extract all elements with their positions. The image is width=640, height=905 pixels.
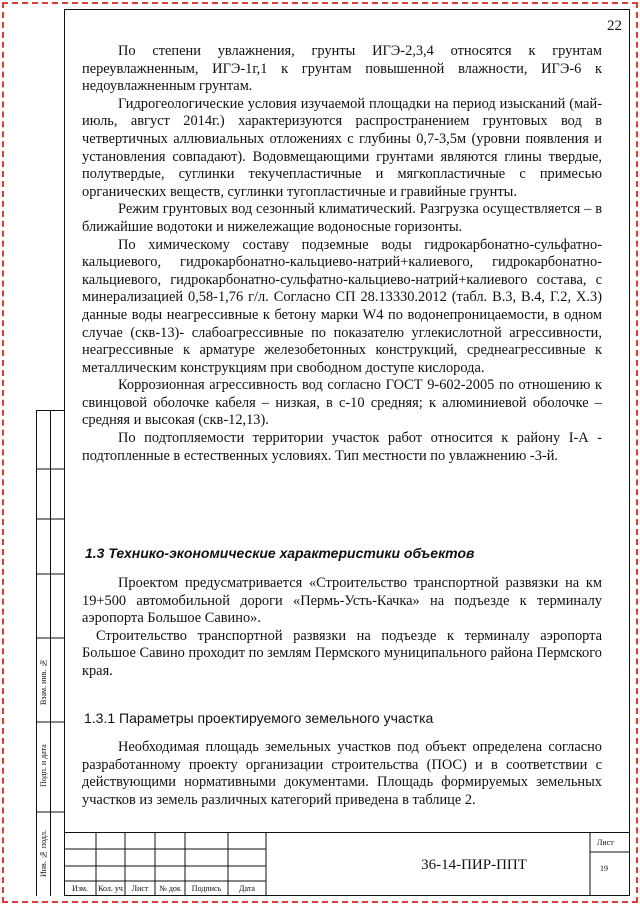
sheet-label: Лист: [597, 838, 614, 847]
paragraph: По химическому составу подземные воды гидрокарбонатно-сульфатно-кальциевого, гидрокарбонатно-кальциево-натрий+калиевого, гидрокарбонатно-кальциевого, гидрокарбонатно-сульфатно-кальциево-натрий+калиевого состава, с минерализацией 0,58-1,76 г/л. Согласно СП 28.13330.2012 (табл. В.3, В.4, Г.2, Х.3) данные воды неагрессивные к бетону марки W4 по водонепроницаемости, в одном случае (скв-13)- слабоагрессивные по показателю углекислотной агрессивности, неагрессивные к арматуре железобетонных конструкций, среднеагрессивные к металлическим конструкциям при свободном доступе кислорода.: [82, 236, 602, 376]
title-col-ndok: № док: [159, 884, 181, 893]
document-code: 36-14-ПИР-ППТ: [421, 857, 527, 873]
side-label-vzam: Взам. инв. №: [39, 658, 48, 706]
title-col-list: Лист: [131, 884, 149, 893]
section-heading-1-3: 1.3 Технико-экономические характеристики объектов: [85, 545, 475, 561]
title-col-kol: Кол. уч: [98, 884, 123, 893]
sheet-number: 19: [600, 864, 608, 873]
paragraph: По подтопляемости территории участок работ относится к району I-А - подтопленные в естественных условиях. Тип местности по увлажнению -3-й.: [82, 430, 602, 464]
side-label-podp: Подп. и дата: [39, 744, 48, 788]
paragraph: По степени увлажнения, грунты ИГЭ-2,3,4 относятся к грунтам переувлажненным, ИГЭ-1г,1 к грунтам повышенной влажности, ИГЭ-6 к недоувлажненным грунтам.: [82, 43, 602, 95]
title-block: [64, 832, 630, 896]
paragraph: Необходимая площадь земельных участков под объект определена согласно разработанному проекту организации строительства (ПОС) и в соответствии с действующими нормативными документами. Площадь формируемых земельных участков из земель различных категорий приведена в таблице 2.: [82, 739, 602, 808]
section-1-3-1-text: [82, 739, 602, 809]
paragraph: Строительство транспортной развязки на подъезде к терминалу аэропорта Большое Савино проходит по землям Пермского муниципального района Пермского края.: [82, 627, 602, 679]
title-col-podpis: Подпись: [191, 884, 222, 893]
paragraph: Коррозионная агрессивность вод согласно ГОСТ 9-602-2005 по отношению к свинцовой оболочке кабеля – низкая, в с-10 средняя; к алюминиевой оболочке – средняя и высокая (скв-12,13).: [82, 377, 602, 429]
side-label-inv: Инв. № подл.: [39, 830, 48, 878]
section-1-3-text: [82, 575, 602, 681]
body-text: [82, 43, 602, 465]
page-number: 22: [607, 18, 622, 34]
title-col-izm: Изм.: [72, 884, 88, 893]
paragraph: Гидрогеологические условия изучаемой площадки на период изысканий (май-июль, август 2014г.) характеризуются распространением грунтовых вод в четвертичных аллювиальных отложениях с глубины 0,7-3,5м (уровни появления и установления совпадают). Водовмещающими грунтами являются глины твердые, полутвердые, суглинки текучепластичные и мягкопластичные с примесью органических веществ, суглинки тугопластичные и гравийные грунты.: [82, 95, 602, 200]
paragraph: Режим грунтовых вод сезонный климатический. Разгрузка осуществляется – в ближайшие водотоки и нижележащие водоносные горизонты.: [82, 201, 602, 235]
section-heading-1-3-1: 1.3.1 Параметры проектируемого земельного участка: [84, 710, 434, 726]
paragraph: Проектом предусматривается «Строительство транспортной развязки на км 19+500 автомобильной дороги «Пермь-Усть-Качка» на подъезде к терминалу аэропорта Большое Савино».: [82, 575, 602, 627]
title-col-data: Дата: [239, 884, 255, 893]
